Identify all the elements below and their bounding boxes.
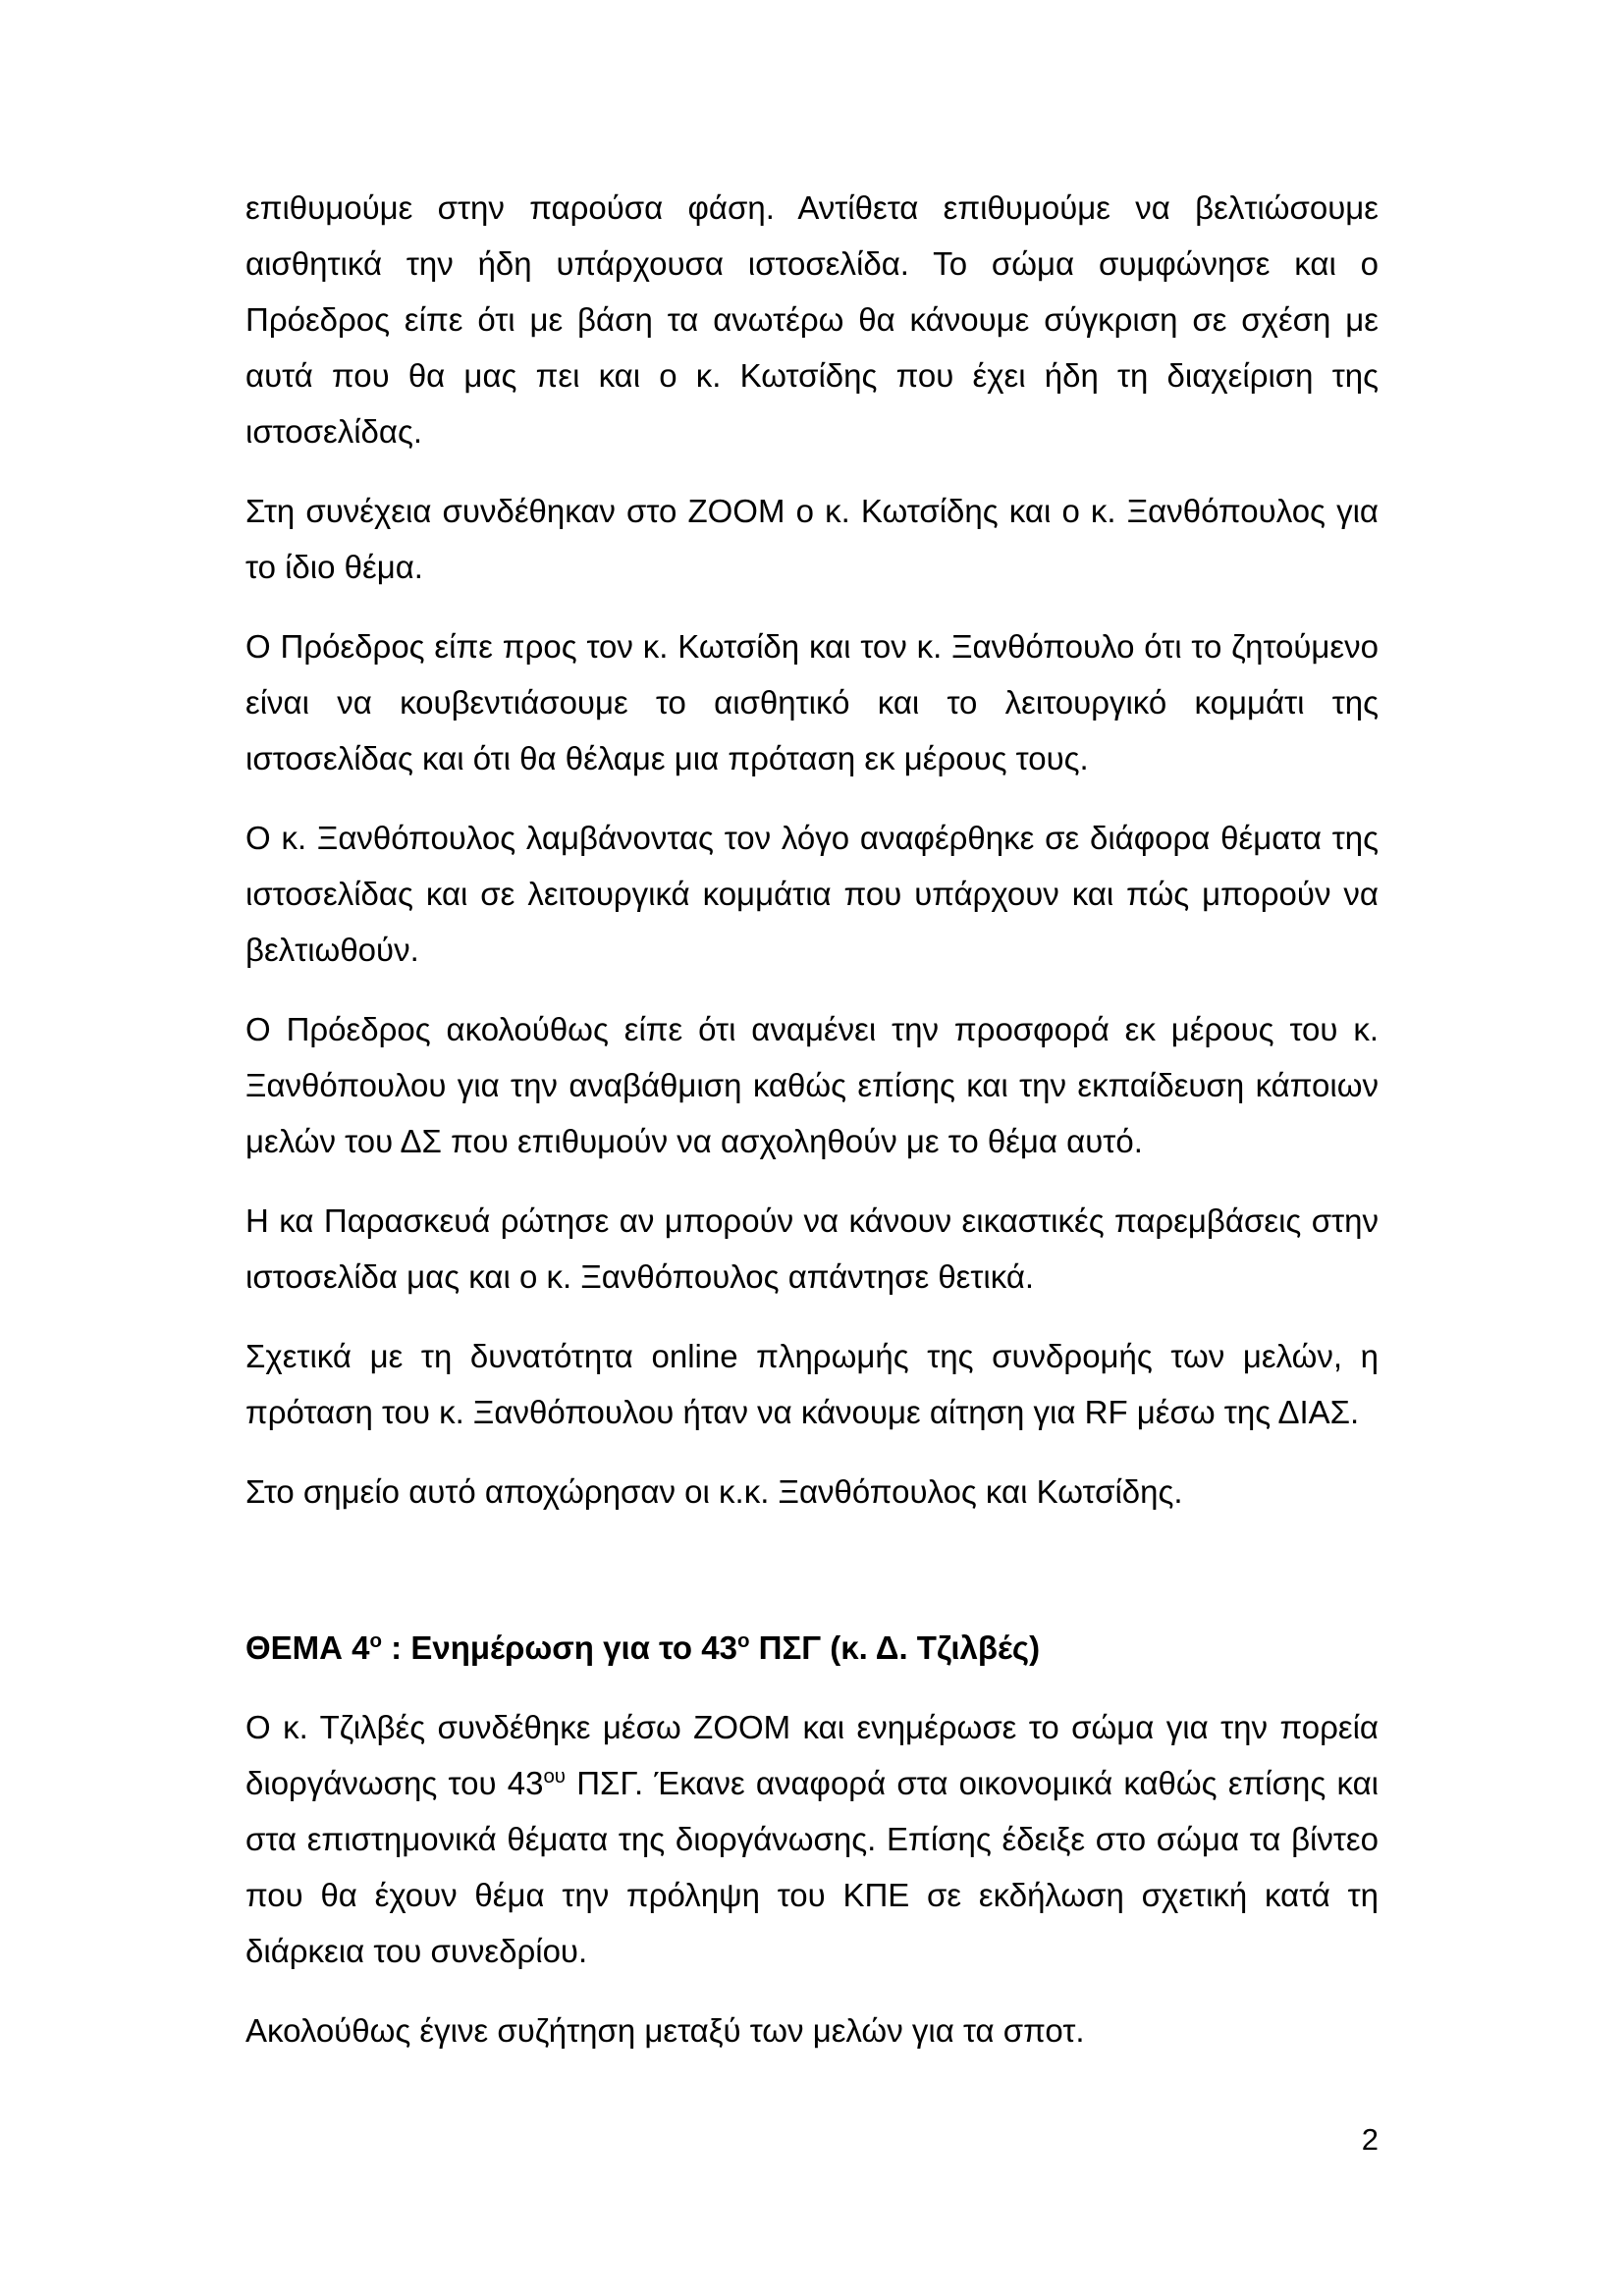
text-run: Ο Πρόεδρος ακολούθως είπε ότι αναμένει την προσφορά εκ μέρους του κ. Ξανθόπουλου για την αναβάθμιση καθώς επίσης και την εκπαίδευση κάποιων μελών του ΔΣ που επιθυμούν να ασχοληθούν με το θέμα αυτό. xyxy=(245,1011,1379,1159)
paragraph xyxy=(245,1328,1379,1440)
text-run: ΠΣΓ (κ. Δ. Τζιλβές) xyxy=(749,1629,1041,1666)
text-run: Ο Πρόεδρος είπε προς τον κ. Κωτσίδη και τον κ. Ξανθόπουλο ότι το ζητούμενο είναι να κουβεντιάσουμε το αισθητικό και το λειτουργικό κομμάτι της ιστοσελίδας και ότι θα θέλαμε μια πρόταση εκ μέρους τους. xyxy=(245,628,1379,776)
page-number: 2 xyxy=(1361,2122,1379,2157)
text-run: Ο κ. Ξανθόπουλος λαμβάνοντας τον λόγο αναφέρθηκε σε διάφορα θέματα της ιστοσελίδας και σε λειτουργικά κομμάτια που υπάρχουν και πώς μπορούν να βελτιωθούν. xyxy=(245,820,1379,968)
text-run: ΘΕΜΑ 4 xyxy=(245,1629,370,1666)
document-body xyxy=(245,180,1379,2082)
text-run: επιθυμούμε στην παρούσα φάση. Αντίθετα επιθυμούμε να βελτιώσουμε αισθητικά την ήδη υπάρχουσα ιστοσελίδα. Το σώμα συμφώνησε και ο Πρόεδρος είπε ότι με βάση τα ανωτέρω θα κάνουμε σύγκριση σε σχέση με αυτά που θα μας πει και ο κ. Κωτσίδης που έχει ήδη τη διαχείριση της ιστοσελίδας. xyxy=(245,189,1379,450)
text-run: Ακολούθως έγινε συζήτηση μεταξύ των μελών για τα σποτ. xyxy=(245,2012,1085,2049)
paragraph xyxy=(245,2002,1379,2058)
text-run: : Ενημέρωση για το 43 xyxy=(382,1629,737,1666)
section-heading xyxy=(245,1620,1379,1676)
paragraph xyxy=(245,1464,1379,1520)
paragraph xyxy=(245,1001,1379,1169)
paragraph xyxy=(245,618,1379,786)
paragraph xyxy=(245,810,1379,978)
ordinal-superscript: ου xyxy=(543,1765,566,1788)
text-run: Στη συνέχεια συνδέθηκαν στο ZOOM ο κ. Κωτσίδης και ο κ. Ξανθόπουλος για το ίδιο θέμα. xyxy=(245,493,1379,585)
paragraph xyxy=(245,1699,1379,1979)
paragraph xyxy=(245,483,1379,595)
text-run: Σχετικά με τη δυνατότητα online πληρωμής της συνδρομής των μελών, η πρόταση του κ. Ξανθόπουλου ήταν να κάνουμε αίτηση για RF μέσω της ΔΙΑΣ. xyxy=(245,1338,1379,1430)
ordinal-superscript: ο xyxy=(736,1629,750,1652)
paragraph xyxy=(245,180,1379,459)
text-run: Ο κ. Τζιλβές συνδέθηκε μέσω ZOOM και ενημέρωσε το σώμα για την πορεία διοργάνωσης του 43 xyxy=(245,1709,1379,1801)
paragraph xyxy=(245,1193,1379,1305)
text-run: Στο σημείο αυτό αποχώρησαν οι κ.κ. Ξανθόπουλος και Κωτσίδης. xyxy=(245,1473,1183,1510)
ordinal-superscript: ο xyxy=(369,1629,383,1652)
text-run: Η κα Παρασκευά ρώτησε αν μπορούν να κάνουν εικαστικές παρεμβάσεις στην ιστοσελίδα μας και ο κ. Ξανθόπουλος απάντησε θετικά. xyxy=(245,1202,1379,1295)
text-run: ΠΣΓ. Έκανε αναφορά στα οικονομικά καθώς επίσης και στα επιστημονικά θέματα της διοργάνωσης. Επίσης έδειξε στο σώμα τα βίντεο που θα έχουν θέμα την πρόληψη του ΚΠΕ σε εκδήλωση σχετική κατά τη διάρκεια του συνεδρίου. xyxy=(245,1765,1379,1969)
